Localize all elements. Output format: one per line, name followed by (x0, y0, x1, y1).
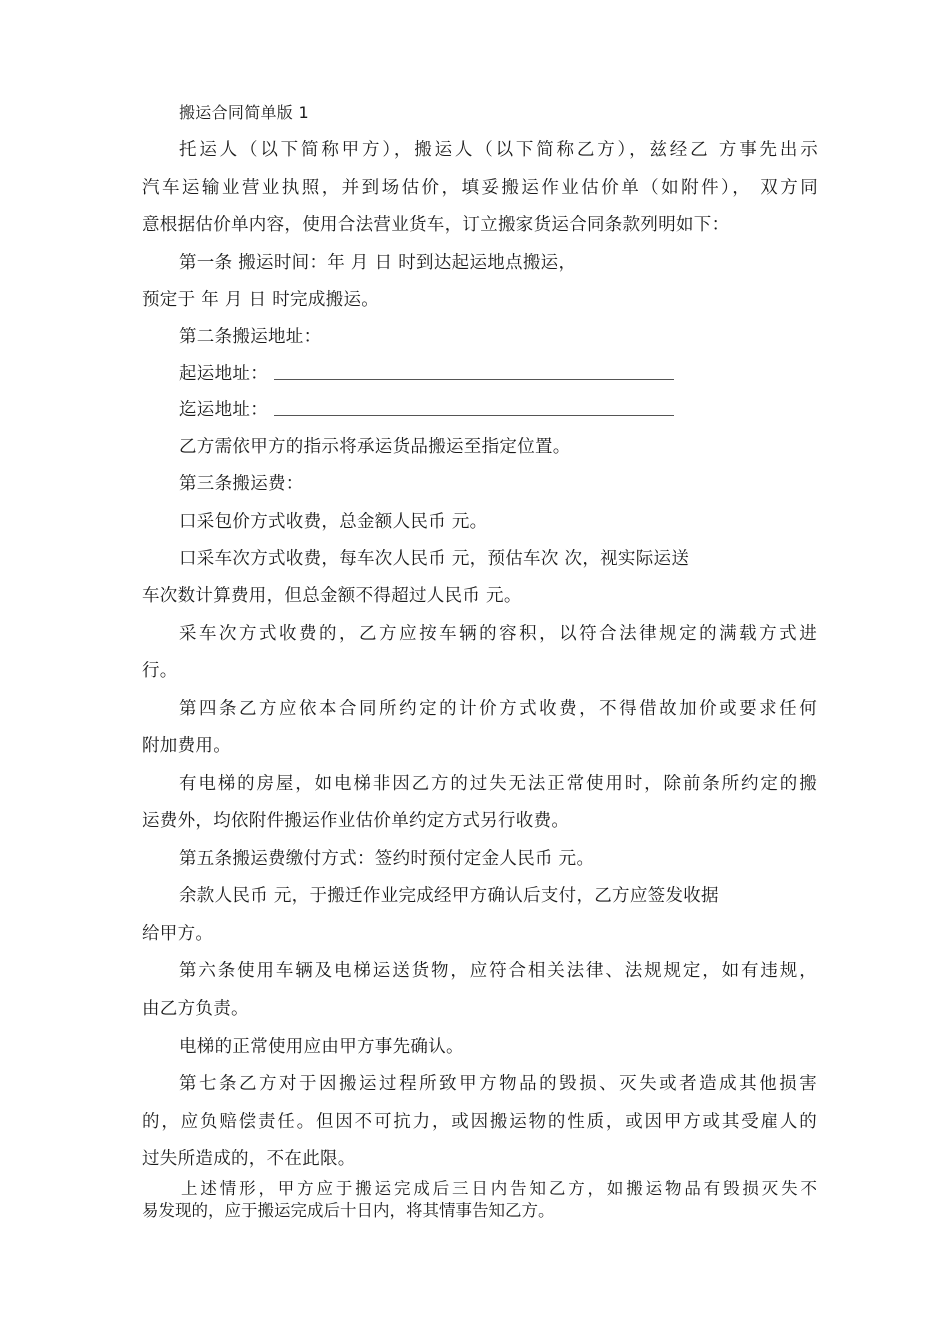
article-4-line: 第四条乙方应依本合同所约定的计价方式收费，不得借故加价或要求任何 (179, 699, 817, 719)
paragraph-line: 给甲方。 (142, 924, 214, 944)
paragraph-line: 有电梯的房屋，如电梯非因乙方的过失无法正常使用时，除前条所约定的搬 (179, 774, 817, 794)
paragraph-line: 托运人（以下简称甲方），搬运人（以下简称乙方），兹经乙 方事先出示 (179, 140, 818, 160)
article-3-heading: 第三条搬运费： (179, 474, 304, 494)
article-7-line: 第七条乙方对于因搬运过程所致甲方物品的毁损、灭失或者造成其他损害 (179, 1074, 817, 1094)
article-1-line: 预定于 年 月 日 时完成搬运。 (142, 290, 380, 310)
fee-option-line: 口采包价方式收费，总金额人民币 元。 (179, 512, 488, 532)
paragraph-line: 易发现的，应于搬运完成后十日内，将其情事告知乙方。 (142, 1201, 555, 1220)
paragraph-line: 汽车运输业营业执照，并到场估价，填妥搬运作业估价单（如附件）， 双方同 (142, 178, 818, 198)
destination-address-label: 迄运地址： (179, 400, 268, 420)
paragraph-line: 意根据估价单内容，使用合法营业货车，订立搬家货运合同条款列明如下： (142, 215, 730, 235)
paragraph-line: 上述情形，甲方应于搬运完成后三日内告知乙方，如搬运物品有毁损灭失不 (181, 1179, 817, 1198)
article-7-line: 过失所造成的，不在此限。 (142, 1149, 356, 1169)
paragraph-line: 车次数计算费用，但总金额不得超过人民币 元。 (142, 586, 522, 606)
paragraph-line: 运费外，均依附件搬运作业估价单约定方式另行收费。 (142, 811, 570, 831)
destination-address-blank-line (274, 415, 674, 416)
article-2-heading: 第二条搬运地址： (179, 327, 322, 347)
paragraph-line: 乙方需依甲方的指示将承运货品搬运至指定位置。 (179, 437, 571, 457)
origin-address-blank-line (274, 379, 674, 380)
article-4-line: 附加费用。 (142, 736, 231, 756)
paragraph-line: 行。 (142, 661, 178, 681)
paragraph-line: 余款人民币 元，于搬迁作业完成经甲方确认后支付，乙方应签发收据 (179, 886, 719, 906)
article-6-line: 由乙方负责。 (142, 999, 249, 1019)
fee-option-line: 口采车次方式收费，每车次人民币 元，预估车次 次，视实际运送 (179, 549, 690, 569)
paragraph-line: 采车次方式收费的，乙方应按车辆的容积，以符合法律规定的满载方式进 (179, 624, 817, 644)
document-title: 搬运合同简单版 1 (179, 103, 309, 122)
article-5-line: 第五条搬运费缴付方式：签约时预付定金人民币 元。 (179, 849, 595, 869)
paragraph-line: 电梯的正常使用应由甲方事先确认。 (179, 1037, 464, 1057)
article-6-line: 第六条使用车辆及电梯运送货物，应符合相关法律、法规规定，如有违规， (179, 961, 817, 981)
article-1-line: 第一条 搬运时间：年 月 日 时到达起运地点搬运， (179, 253, 577, 273)
article-7-line: 的，应负赔偿责任。但因不可抗力，或因搬运物的性质，或因甲方或其受雇人的 (142, 1112, 817, 1132)
origin-address-label: 起运地址： (179, 364, 268, 384)
